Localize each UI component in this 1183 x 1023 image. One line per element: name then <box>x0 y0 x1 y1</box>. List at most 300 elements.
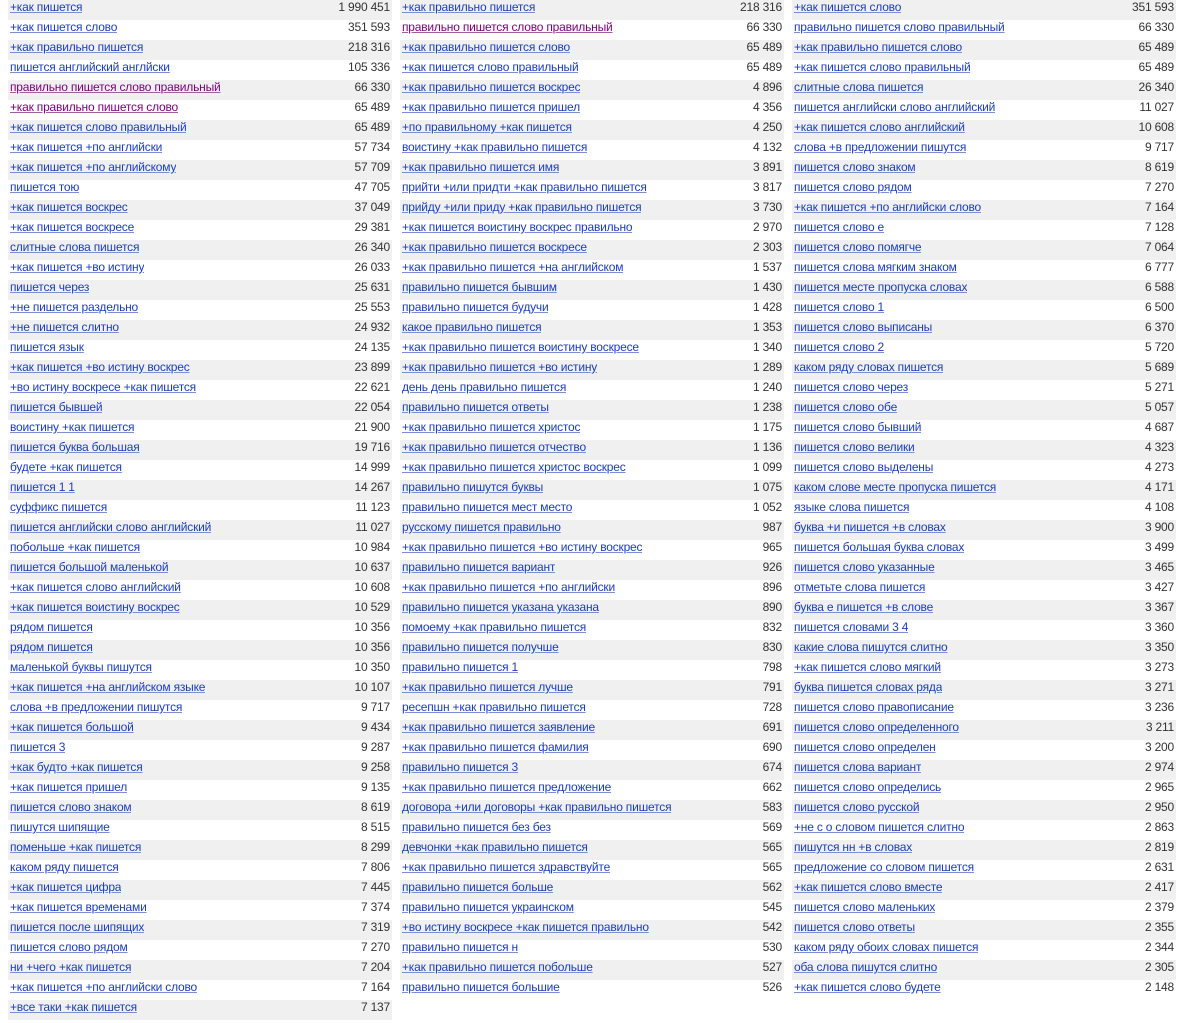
keyword-row <box>400 500 784 520</box>
keyword-row <box>792 180 1176 200</box>
keyword-link[interactable]: пишется слово определись <box>794 780 942 794</box>
keyword-link[interactable]: +как пишется слово английский <box>794 120 965 134</box>
keyword-link[interactable]: +как пишется слово <box>794 0 902 14</box>
keyword-link[interactable]: языке слова пишется <box>794 500 910 514</box>
keyword-link[interactable]: +как пишется слово правильный <box>10 120 187 134</box>
keyword-row <box>8 540 392 560</box>
impressions-count: 1 240 <box>752 380 782 394</box>
keyword-link[interactable]: пишется слово 1 <box>794 300 885 314</box>
keyword-link[interactable]: рядом пишется <box>10 620 93 634</box>
keyword-link[interactable]: буква пишется словах ряда <box>794 680 943 694</box>
impressions-count: 14 267 <box>354 480 390 494</box>
keyword-link[interactable]: +не пишется слитно <box>10 320 119 334</box>
keyword-link[interactable]: +как пишется большой <box>10 720 134 734</box>
keyword-link[interactable]: рядом пишется <box>10 640 93 654</box>
keyword-link[interactable]: предложение со словом пишется <box>794 860 974 874</box>
keyword-link[interactable]: прийти +или придти +как правильно пишется <box>402 180 647 194</box>
keyword-link[interactable]: +как пишется воистину воскрес <box>10 600 180 614</box>
keyword-link[interactable]: пишется после шипящих <box>10 920 145 934</box>
keyword-link[interactable]: пишется месте пропуска словах <box>794 280 968 294</box>
impressions-count: 3 730 <box>752 200 782 214</box>
keyword-row <box>8 340 392 360</box>
impressions-count: 10 608 <box>354 580 390 594</box>
keyword-link[interactable]: каком слове месте пропуска пишется <box>794 480 997 494</box>
keyword-link[interactable]: правильно пишется 1 <box>402 660 518 674</box>
keyword-link[interactable]: +как правильно пишется христос воскрес <box>402 460 626 474</box>
keyword-link[interactable]: правильно пишется вариант <box>402 560 556 574</box>
impressions-count: 105 336 <box>348 60 390 74</box>
keyword-link[interactable]: +как пишется +по английски слово <box>10 980 198 994</box>
impressions-count: 11 123 <box>355 500 390 514</box>
impressions-count: 691 <box>762 720 782 734</box>
keyword-link[interactable]: пишется большой маленькой <box>10 560 169 574</box>
keyword-link[interactable]: пишется бывшей <box>10 400 103 414</box>
keyword-link[interactable]: правильно пишется без без <box>402 820 551 834</box>
impressions-count: 10 107 <box>354 680 390 694</box>
keyword-link[interactable]: пишется слово ответы <box>794 920 915 934</box>
keyword-link[interactable]: каком ряду пишется <box>10 860 119 874</box>
impressions-count: 1 428 <box>752 300 782 314</box>
keyword-link[interactable]: пишется слово помягче <box>794 240 922 254</box>
keyword-row <box>400 420 784 440</box>
keyword-link[interactable]: буква +и пишется +в словах <box>794 520 946 534</box>
keyword-row <box>400 620 784 640</box>
impressions-count: 565 <box>762 840 782 854</box>
keyword-link[interactable]: +как правильно пишется воскресе <box>402 240 587 254</box>
keyword-row <box>792 260 1176 280</box>
impressions-count: 8 299 <box>360 840 390 854</box>
keyword-row <box>8 960 392 980</box>
keyword-link[interactable]: +как пишется +по английски слово <box>794 200 982 214</box>
keyword-link[interactable]: +как пишется временами <box>10 900 147 914</box>
impressions-count: 7 128 <box>1144 220 1174 234</box>
keyword-row <box>8 720 392 740</box>
keyword-link[interactable]: правильно пишется слово правильный <box>10 80 221 94</box>
keyword-link[interactable]: +как пишется слово английский <box>10 580 181 594</box>
keyword-row <box>8 160 392 180</box>
impressions-count: 1 075 <box>752 480 782 494</box>
keyword-link[interactable]: день день правильно пишется <box>402 380 567 394</box>
keyword-link[interactable]: ни +чего +как пишется <box>10 960 132 974</box>
keyword-link[interactable]: +как пишется +во истину <box>10 260 145 274</box>
keyword-link[interactable]: +как пишется +по английскому <box>10 160 177 174</box>
keyword-row <box>8 440 392 460</box>
keyword-row <box>400 680 784 700</box>
impressions-count: 2 355 <box>1144 920 1174 934</box>
keyword-link[interactable]: +как правильно пишется воскрес <box>402 80 581 94</box>
keyword-row <box>8 180 392 200</box>
keyword-row <box>400 760 784 780</box>
keyword-link[interactable]: пишется тою <box>10 180 80 194</box>
keyword-row <box>792 280 1176 300</box>
keyword-link[interactable]: слитные слова пишется <box>794 80 924 94</box>
keyword-link[interactable]: пишется английский англйски <box>10 60 170 74</box>
keyword-row <box>792 120 1176 140</box>
keyword-link[interactable]: +как правильно пишется христос <box>402 420 581 434</box>
keyword-row <box>400 820 784 840</box>
keyword-link[interactable]: пишется слово определенного <box>794 720 959 734</box>
keyword-row <box>8 420 392 440</box>
keyword-link[interactable]: +как правильно пишется +на английском <box>402 260 624 274</box>
keyword-link[interactable]: какие слова пишутся слитно <box>794 640 948 654</box>
keyword-link[interactable]: +как правильно пишется +во истину <box>402 360 598 374</box>
keyword-link[interactable]: воистину +как пишется <box>10 420 135 434</box>
keyword-row <box>400 240 784 260</box>
keyword-link[interactable]: воистину +как правильно пишется <box>402 140 588 154</box>
keyword-row <box>400 840 784 860</box>
impressions-count: 565 <box>762 860 782 874</box>
keyword-link[interactable]: +как правильно пишется фамилия <box>402 740 589 754</box>
keyword-link[interactable]: +как правильно пишется слово <box>402 40 571 54</box>
keyword-row <box>400 200 784 220</box>
keyword-link[interactable]: +не с о словом пишется слитно <box>794 820 965 834</box>
keyword-row <box>792 580 1176 600</box>
keyword-row <box>792 420 1176 440</box>
impressions-count: 66 330 <box>1138 20 1174 34</box>
keyword-link[interactable]: +как пишется слово будете <box>794 980 941 994</box>
keyword-link[interactable]: прийду +или приду +как правильно пишется <box>402 200 642 214</box>
keyword-link[interactable]: +не пишется раздельно <box>10 300 139 314</box>
keyword-link[interactable]: +как правильно пишется заявление <box>402 720 595 734</box>
impressions-count: 65 489 <box>746 60 782 74</box>
impressions-count: 830 <box>762 640 782 654</box>
keyword-link[interactable]: +как правильно пишется имя <box>402 160 560 174</box>
keyword-link[interactable]: пишется буква большая <box>10 440 140 454</box>
keyword-row <box>792 80 1176 100</box>
keyword-row <box>792 680 1176 700</box>
keyword-column-1 <box>8 0 392 1020</box>
impressions-count: 24 932 <box>354 320 390 334</box>
impressions-count: 1 353 <box>752 320 782 334</box>
keyword-row <box>792 780 1176 800</box>
impressions-count: 965 <box>762 540 782 554</box>
keyword-link[interactable]: русскому пишется правильно <box>402 520 561 534</box>
keyword-link[interactable]: +как правильно пишется пришел <box>402 100 580 114</box>
keyword-link[interactable]: каком ряду обоих словах пишется <box>794 940 979 954</box>
keyword-row <box>8 60 392 80</box>
impressions-count: 7 270 <box>360 940 390 954</box>
keyword-link[interactable]: пишется слово обе <box>794 400 898 414</box>
impressions-count: 26 033 <box>354 260 390 274</box>
keyword-row <box>8 20 392 40</box>
keyword-row <box>792 660 1176 680</box>
keyword-row <box>8 300 392 320</box>
keyword-row <box>400 880 784 900</box>
impressions-count: 1 340 <box>752 340 782 354</box>
impressions-count: 10 984 <box>354 540 390 554</box>
keyword-link[interactable]: +как правильно пишется отчество <box>402 440 586 454</box>
keyword-row <box>792 860 1176 880</box>
impressions-count: 7 164 <box>1144 200 1174 214</box>
keyword-row <box>8 740 392 760</box>
keyword-link[interactable]: маленькой буквы пишутся <box>10 660 152 674</box>
keyword-link[interactable]: +как пишется слово правильный <box>402 60 579 74</box>
keyword-row <box>8 600 392 620</box>
keyword-row <box>8 620 392 640</box>
keyword-link[interactable]: пишется слово знаком <box>794 160 916 174</box>
impressions-count: 351 593 <box>348 20 390 34</box>
impressions-count: 7 204 <box>360 960 390 974</box>
keyword-link[interactable]: пишется слово выделены <box>794 460 934 474</box>
impressions-count: 1 238 <box>752 400 782 414</box>
keyword-row <box>792 820 1176 840</box>
impressions-count: 65 489 <box>354 100 390 114</box>
impressions-count: 7 374 <box>360 900 390 914</box>
impressions-count: 798 <box>762 660 782 674</box>
keyword-link[interactable]: поменьше +как пишется <box>10 840 142 854</box>
keyword-link[interactable]: +во истину воскресе +как пишется <box>10 380 196 394</box>
keyword-link[interactable]: +как пишется <box>10 0 83 14</box>
keyword-link[interactable]: правильно пишется большие <box>402 980 560 994</box>
keyword-link[interactable]: пишется английски слово английский <box>10 520 212 534</box>
keyword-row <box>792 840 1176 860</box>
keyword-row <box>400 600 784 620</box>
keyword-link[interactable]: +как пишется +по английски <box>10 140 163 154</box>
keyword-link[interactable]: +как пишется +на английском языке <box>10 680 206 694</box>
keyword-row <box>792 20 1176 40</box>
impressions-count: 1 537 <box>752 260 782 274</box>
impressions-count: 8 619 <box>1144 160 1174 174</box>
keyword-row <box>8 880 392 900</box>
keyword-link[interactable]: +как пишется слово мягкий <box>794 660 941 674</box>
keyword-link[interactable]: +как пишется воистину воскрес правильно <box>402 220 633 234</box>
impressions-count: 3 817 <box>752 180 782 194</box>
impressions-count: 7 806 <box>360 860 390 874</box>
impressions-count: 3 211 <box>1145 720 1174 734</box>
keyword-row <box>400 20 784 40</box>
keyword-row <box>792 800 1176 820</box>
keyword-row <box>792 740 1176 760</box>
impressions-count: 7 064 <box>1144 240 1174 254</box>
keyword-link[interactable]: пишется слово через <box>794 380 909 394</box>
keyword-link[interactable]: пишется слово русской <box>794 800 920 814</box>
keyword-link[interactable]: правильно пишется бывшим <box>402 280 557 294</box>
keyword-row <box>792 160 1176 180</box>
keyword-link[interactable]: пишется слово указанные <box>794 560 935 574</box>
keyword-link[interactable]: побольше +как пишется <box>10 540 140 554</box>
keyword-row <box>400 100 784 120</box>
impressions-count: 7 319 <box>360 920 390 934</box>
keyword-row <box>400 280 784 300</box>
keyword-row <box>400 540 784 560</box>
keyword-link[interactable]: правильно пишется указана указана <box>402 600 599 614</box>
impressions-count: 65 489 <box>746 40 782 54</box>
keyword-link[interactable]: +как правильно пишется побольше <box>402 960 593 974</box>
impressions-count: 3 499 <box>1144 540 1174 554</box>
keyword-link[interactable]: пишется словами 3 4 <box>794 620 909 634</box>
keyword-row <box>8 460 392 480</box>
keyword-link[interactable]: +как пишется слово вместе <box>794 880 943 894</box>
keyword-link[interactable]: пишутся шипящие <box>10 820 110 834</box>
keyword-link[interactable]: +как пишется воскрес <box>10 200 128 214</box>
keyword-link[interactable]: ресепшн +как правильно пишется <box>402 700 586 714</box>
keyword-link[interactable]: +как пишется слово правильный <box>794 60 971 74</box>
impressions-count: 4 896 <box>752 80 782 94</box>
keyword-link[interactable]: суффикс пишется <box>10 500 107 514</box>
keyword-row <box>400 380 784 400</box>
keyword-row <box>400 960 784 980</box>
keyword-link[interactable]: пишется слово выписаны <box>794 320 933 334</box>
keyword-link[interactable]: +по правильному +как пишется <box>402 120 572 134</box>
keyword-link[interactable]: +как правильно пишется <box>10 40 144 54</box>
keyword-link[interactable]: пишется большая буква словах <box>794 540 965 554</box>
impressions-count: 218 316 <box>740 0 782 14</box>
keyword-link[interactable]: буква е пишется +в слове <box>794 600 934 614</box>
keyword-link[interactable]: договора +или договоры +как правильно пишется <box>402 800 672 814</box>
keyword-row <box>8 0 392 20</box>
keyword-link[interactable]: пишутся нн +в словах <box>794 840 913 854</box>
keyword-row <box>792 400 1176 420</box>
keyword-link[interactable]: оба слова пишутся слитно <box>794 960 938 974</box>
impressions-count: 4 323 <box>1144 440 1174 454</box>
keyword-link[interactable]: правильно пишется получше <box>402 640 559 654</box>
keyword-link[interactable]: +как правильно пишется +во истину воскрес <box>402 540 643 554</box>
impressions-count: 1 175 <box>752 420 782 434</box>
keyword-link[interactable]: пишется слова мягким знаком <box>794 260 957 274</box>
keyword-link[interactable]: +как правильно пишется предложение <box>402 780 612 794</box>
keyword-link[interactable]: правильно пишется 3 <box>402 760 518 774</box>
keyword-link[interactable]: пишется слово правописание <box>794 700 954 714</box>
keyword-row <box>792 300 1176 320</box>
impressions-count: 2 303 <box>752 240 782 254</box>
impressions-count: 25 631 <box>354 280 390 294</box>
impressions-count: 890 <box>762 600 782 614</box>
keyword-link[interactable]: пишется слово бывший <box>794 420 922 434</box>
keyword-link[interactable]: правильно пишется мест место <box>402 500 573 514</box>
keyword-link[interactable]: слитные слова пишется <box>10 240 140 254</box>
keyword-row <box>8 940 392 960</box>
impressions-count: 527 <box>762 960 782 974</box>
impressions-count: 3 427 <box>1144 580 1174 594</box>
keyword-link[interactable]: пишется английски слово английский <box>794 100 996 114</box>
keyword-row <box>8 220 392 240</box>
keyword-row <box>400 860 784 880</box>
keyword-link[interactable]: +как будто +как пишется <box>10 760 143 774</box>
keyword-row <box>8 980 392 1000</box>
keyword-link[interactable]: будете +как пишется <box>10 460 122 474</box>
impressions-count: 3 367 <box>1144 600 1174 614</box>
keyword-link[interactable]: +как пишется +во истину воскрес <box>10 360 190 374</box>
keyword-row <box>8 140 392 160</box>
keyword-link[interactable]: пишется через <box>10 280 90 294</box>
keyword-link[interactable]: правильно пишется больше <box>402 880 554 894</box>
impressions-count: 19 716 <box>354 440 390 454</box>
keyword-link[interactable]: +как правильно пишется слово <box>10 100 179 114</box>
keyword-link[interactable]: пишется язык <box>10 340 84 354</box>
keyword-link[interactable]: пишется слово знаком <box>10 800 132 814</box>
keyword-link[interactable]: пишется 1 1 <box>10 480 75 494</box>
impressions-count: 7 164 <box>360 980 390 994</box>
keyword-row <box>8 580 392 600</box>
keyword-column-2 <box>400 0 784 1000</box>
keyword-link[interactable]: правильно пишутся буквы <box>402 480 544 494</box>
impressions-count: 2 631 <box>1144 860 1174 874</box>
impressions-count: 7 270 <box>1144 180 1174 194</box>
keyword-link[interactable]: правильно пишется слово правильный <box>794 20 1005 34</box>
impressions-count: 2 379 <box>1144 900 1174 914</box>
keyword-row <box>792 540 1176 560</box>
impressions-count: 4 273 <box>1144 460 1174 474</box>
keyword-link[interactable]: правильно пишется ответы <box>402 400 549 414</box>
keyword-link[interactable]: +во истину воскресе +как пишется правильно <box>402 920 649 934</box>
keyword-link[interactable]: правильно пишется слово правильный <box>402 20 613 34</box>
keyword-link[interactable]: пишется слово определен <box>794 740 936 754</box>
keyword-link[interactable]: пишется слово рядом <box>10 940 128 954</box>
keyword-link[interactable]: +как пишется воскресе <box>10 220 135 234</box>
impressions-count: 5 689 <box>1144 360 1174 374</box>
keyword-link[interactable]: +как правильно пишется <box>402 0 536 14</box>
keyword-link[interactable]: слова +в предложении пишутся <box>10 700 183 714</box>
keyword-link[interactable]: правильно пишется н <box>402 940 518 954</box>
impressions-count: 22 054 <box>354 400 390 414</box>
impressions-count: 351 593 <box>1132 0 1174 14</box>
keyword-link[interactable]: +как правильно пишется здравствуйте <box>402 860 611 874</box>
keyword-link[interactable]: правильно пишется украинском <box>402 900 574 914</box>
keyword-link[interactable]: девчонки +как правильно пишется <box>402 840 588 854</box>
keyword-row <box>400 940 784 960</box>
keyword-link[interactable]: +как пишется слово <box>10 20 118 34</box>
keyword-row <box>792 600 1176 620</box>
keyword-link[interactable]: пишется слово 2 <box>794 340 885 354</box>
keyword-row <box>8 780 392 800</box>
keyword-row <box>400 0 784 20</box>
keyword-link[interactable]: пишется слово велики <box>794 440 915 454</box>
impressions-count: 3 465 <box>1144 560 1174 574</box>
impressions-count: 22 621 <box>354 380 390 394</box>
keyword-link[interactable]: слова +в предложении пишутся <box>794 140 967 154</box>
keyword-link[interactable]: отметьте слова пишется <box>794 580 926 594</box>
impressions-count: 6 588 <box>1144 280 1174 294</box>
keyword-link[interactable]: какое правильно пишется <box>402 320 542 334</box>
keyword-link[interactable]: правильно пишется будучи <box>402 300 549 314</box>
impressions-count: 583 <box>762 800 782 814</box>
impressions-count: 3 900 <box>1144 520 1174 534</box>
keyword-link[interactable]: +как пишется пришел <box>10 780 128 794</box>
keyword-link[interactable]: пишется слова вариант <box>794 760 922 774</box>
impressions-count: 7 137 <box>360 1000 390 1014</box>
keyword-link[interactable]: +как пишется цифра <box>10 880 122 894</box>
keyword-link[interactable]: помоему +как правильно пишется <box>402 620 587 634</box>
keyword-link[interactable]: +как правильно пишется +по английски <box>402 580 615 594</box>
keyword-link[interactable]: каком ряду словах пишется <box>794 360 944 374</box>
impressions-count: 25 553 <box>354 300 390 314</box>
keyword-link[interactable]: +как правильно пишется лучше <box>402 680 573 694</box>
impressions-count: 65 489 <box>354 120 390 134</box>
keyword-row <box>792 720 1176 740</box>
keyword-row <box>792 320 1176 340</box>
keyword-row <box>792 500 1176 520</box>
keyword-row <box>400 780 784 800</box>
impressions-count: 6 500 <box>1144 300 1174 314</box>
keyword-row <box>400 260 784 280</box>
keyword-row <box>792 220 1176 240</box>
keyword-link[interactable]: +как правильно пишется слово <box>794 40 963 54</box>
impressions-count: 3 891 <box>752 160 782 174</box>
impressions-count: 2 819 <box>1144 840 1174 854</box>
keyword-link[interactable]: +как правильно пишется воистину воскресе <box>402 340 639 354</box>
impressions-count: 662 <box>762 780 782 794</box>
keyword-row <box>8 320 392 340</box>
impressions-count: 26 340 <box>354 240 390 254</box>
keyword-link[interactable]: пишется слово рядом <box>794 180 912 194</box>
keyword-row <box>8 820 392 840</box>
keyword-link[interactable]: пишется слово маленьких <box>794 900 936 914</box>
keyword-link[interactable]: пишется 3 <box>10 740 66 754</box>
keyword-row <box>792 60 1176 80</box>
keyword-link[interactable]: +все таки +как пишется <box>10 1000 137 1014</box>
keyword-row <box>792 520 1176 540</box>
keyword-link[interactable]: пишется слово е <box>794 220 885 234</box>
